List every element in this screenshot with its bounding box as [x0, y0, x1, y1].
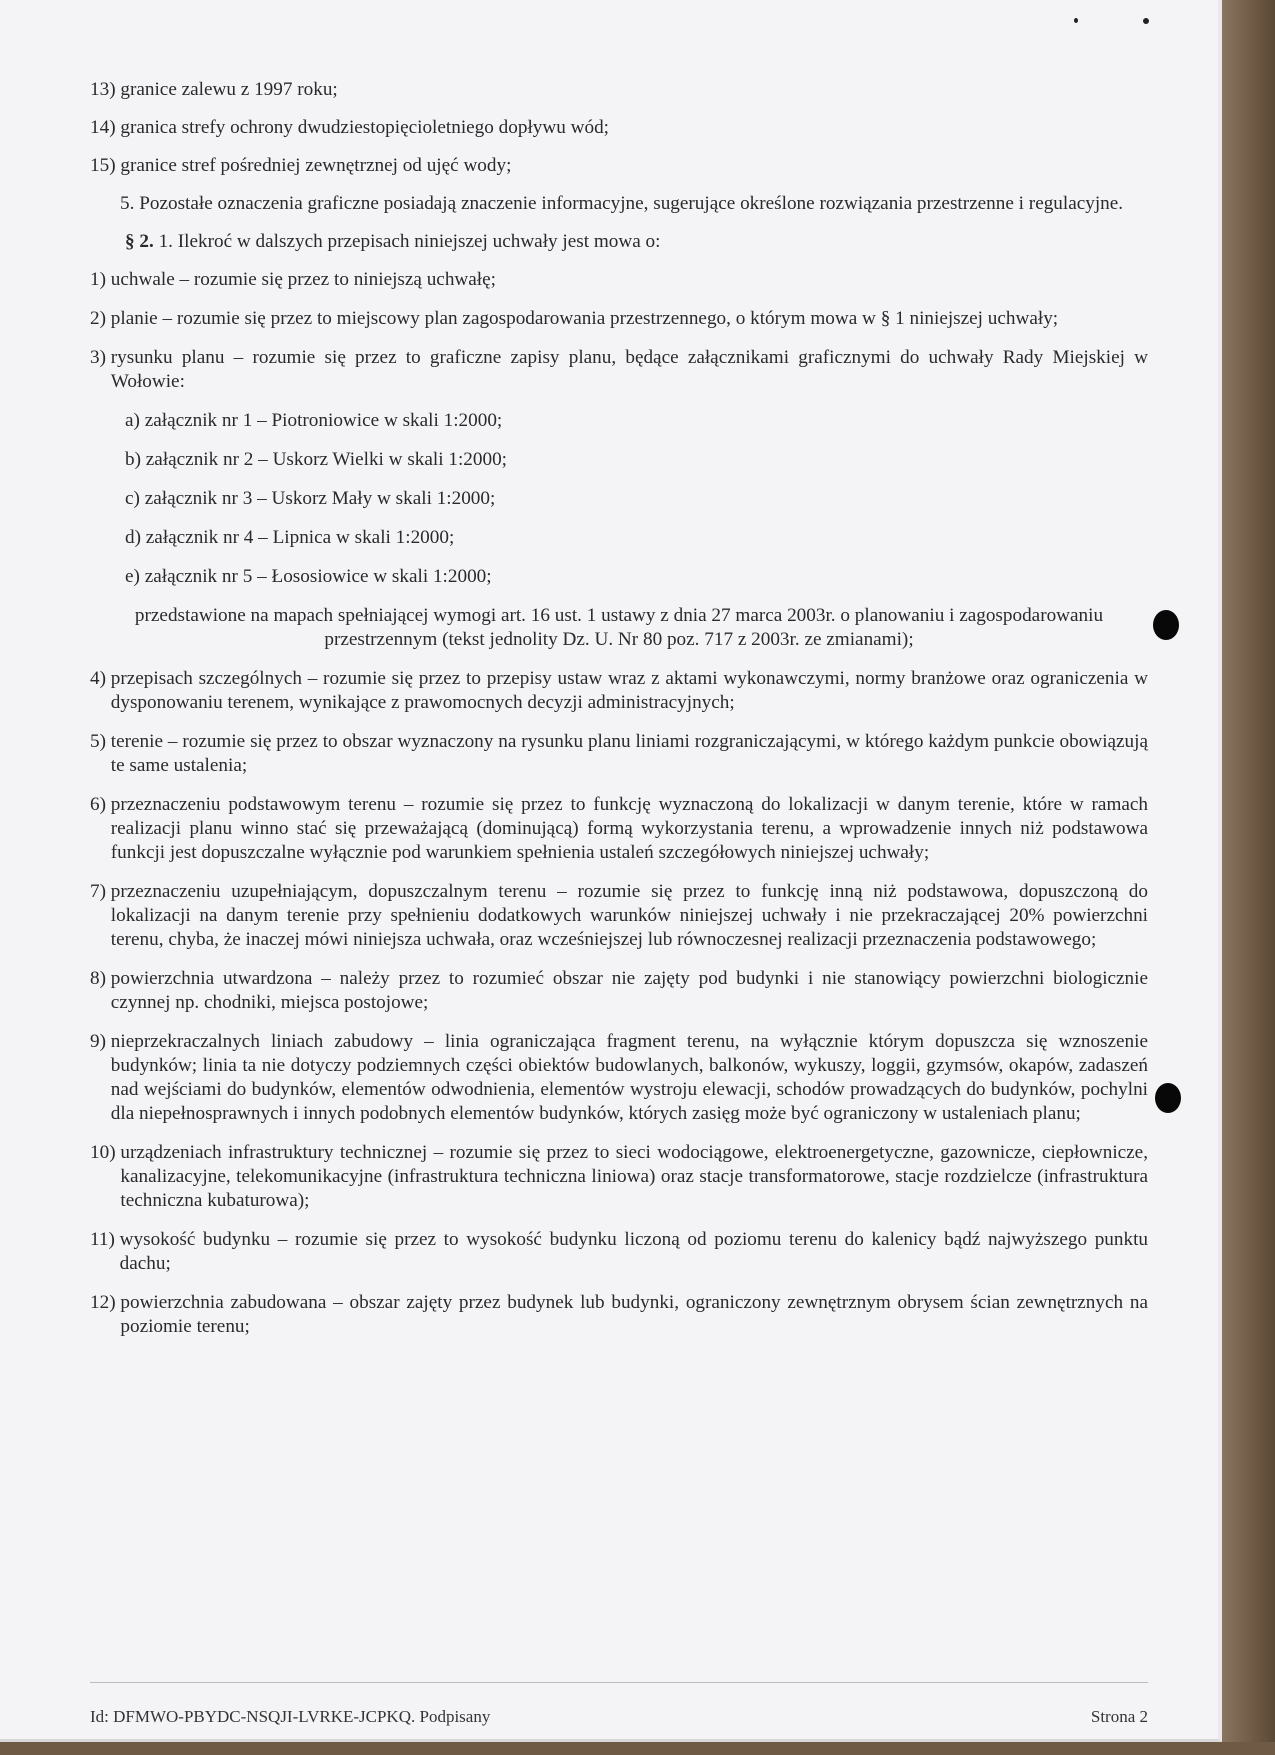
scan-background-bottom: [0, 1742, 1275, 1755]
list-item: 15) granice stref pośredniej zewnętrznej od ujęć wody;: [90, 155, 512, 176]
item-number: 11): [90, 1229, 120, 1250]
punch-hole-icon: [1153, 610, 1179, 640]
item-text: rysunku planu – rozumie się przez to graficzne zapisy planu, będące załącznikami graficznymi do uchwały Rady Miejskiej w Wołowie:: [110, 347, 1148, 392]
list-item: [90, 1228, 1148, 1276]
section-heading: [90, 230, 1148, 254]
sub-list-item: e) załącznik nr 5 – Łososiowice w skali 1:2000;: [125, 566, 492, 587]
item-text: terenie – rozumie się przez to obszar wyznaczony na rysunku planu liniami rozgraniczającymi, w którego każdym punkcie obowiązują te same ustalenia;: [110, 731, 1148, 776]
list-item: [90, 730, 1148, 778]
punch-hole-icon: [1155, 1083, 1181, 1113]
item-number: 9): [90, 1031, 111, 1052]
list-item: [90, 1030, 1148, 1126]
item-number: 12): [90, 1292, 121, 1313]
maps-note: przedstawione na mapach spełniającej wymogi art. 16 ust. 1 ustawy z dnia 27 marca 2003r. o planowaniu i zagospodarowaniu przestrzennym (tekst jednolity Dz. U. Nr 80 poz. 717 z 2003r. ze zmianami);: [134, 605, 1104, 650]
item-number: 3): [90, 347, 111, 368]
document-id: Id: DFMWO-PBYDC-NSQJI-LVRKE-JCPKQ. Podpisany: [90, 1707, 491, 1726]
sub-list-item: b) załącznik nr 2 – Uskorz Wielki w skali 1:2000;: [125, 449, 507, 470]
item-text: urządzeniach infrastruktury technicznej – rozumie się przez to sieci wodociągowe, elektroenergetyczne, gazownicze, ciepłownicze, kanalizacyjne, telekomunikacyjne (infrastruktura techniczna liniowa) oraz stacje transformatorowe, stacje rozdzielcze (infrastruktura techniczna kubaturowa);: [120, 1142, 1148, 1211]
list-item: [90, 967, 1148, 1015]
paragraph-5: 5. Pozostałe oznaczenia graficzne posiadają znaczenie informacyjne, sugerujące określone rozwiązania przestrzenne i regulacyjne.: [120, 193, 1124, 214]
item-text: przeznaczeniu podstawowym terenu – rozumie się przez to funkcję wyznaczoną do lokalizacji w danym terenie, które w ramach realizacji planu winno stać się przeważającą (dominującą) formą wykorzystania terenu, a wprowadzenie innych niż podstawowa funkcji jest dopuszczalne wyłącznie pod warunkiem spełnienia ustaleń szczegółowych niniejszej uchwały;: [110, 794, 1148, 863]
item-text: nieprzekraczalnych liniach zabudowy – linia ograniczająca fragment terenu, na wyłącznie którym dopuszcza się wznoszenie budynków; linia ta nie dotyczy podziemnych części obiektów budowlanych, balkonów, wykuszy, loggii, gzymsów, okapów, zadaszeń nad wejściami do budynków, elementów odwodnienia, elementów wystroju elewacji, schodów prowadzących do budynków, pochylni dla niepełnosprawnych i innych podobnych elementów budynków, których zasięg może być ograniczony w ustaleniach planu;: [110, 1031, 1148, 1124]
item-text: powierzchnia utwardzona – należy przez to rozumieć obszar nie zajęty pod budynki i nie stanowiący powierzchni biologicznie czynnej np. chodniki, miejsca postojowe;: [110, 968, 1148, 1013]
item-number: 8): [90, 968, 111, 989]
list-item: [90, 346, 1148, 394]
item-number: 4): [90, 668, 111, 689]
item-text: powierzchnia zabudowana – obszar zajęty przez budynek lub budynki, ograniczony zewnętrznym obrysem ścian zewnętrznych na poziomie terenu;: [120, 1292, 1148, 1337]
list-item: [90, 667, 1148, 715]
list-item: [90, 880, 1148, 952]
sub-list-item: a) załącznik nr 1 – Piotroniowice w skali 1:2000;: [125, 410, 503, 431]
item-number: 7): [90, 881, 111, 902]
section-symbol: § 2.: [125, 231, 154, 252]
item-number: 10): [90, 1142, 121, 1163]
scan-speck: [1074, 18, 1078, 23]
item-text: wysokość budynku – rozumie się przez to wysokość budynku liczoną od poziomu terenu do kalenicy bądź najwyższego punktu dachu;: [119, 1229, 1148, 1274]
scan-background-edge: [1222, 0, 1275, 1755]
item-text: planie – rozumie się przez to miejscowy plan zagospodarowania przestrzennego, o którym mowa w § 1 niniejszej uchwały;: [110, 308, 1059, 329]
item-text: uchwale – rozumie się przez to niniejszą uchwałę;: [110, 269, 496, 290]
sub-list-item: d) załącznik nr 4 – Lipnica w skali 1:2000;: [125, 527, 455, 548]
scan-speck: [1143, 18, 1149, 24]
item-number: 1): [90, 269, 111, 290]
list-item: 14) granica strefy ochrony dwudziestopięcioletniego dopływu wód;: [90, 117, 609, 138]
document-body: [90, 78, 1148, 1354]
list-item: [90, 1291, 1148, 1339]
item-number: 5): [90, 731, 111, 752]
list-item: [90, 307, 1148, 331]
list-item: [90, 793, 1148, 865]
item-text: przepisach szczególnych – rozumie się przez to przepisy ustaw wraz z aktami wykonawczymi, normy branżowe oraz ograniczenia w dysponowaniu terenem, wynikające z prawomocnych decyzji administracyjnych;: [110, 668, 1148, 713]
list-item: 13) granice zalewu z 1997 roku;: [90, 79, 338, 100]
section-intro: 1. Ilekroć w dalszych przepisach niniejszej uchwały jest mowa o:: [153, 231, 661, 252]
list-item: [90, 268, 1148, 292]
item-text: przeznaczeniu uzupełniającym, dopuszczalnym terenu – rozumie się przez to funkcję inną niż podstawowa, dopuszczoną do lokalizacji na danym terenie przy spełnieniu dodatkowych warunków niniejszej uchwały i nie przekraczającej 20% powierzchni terenu, chyba, że inaczej mówi niniejsza uchwała, oraz wcześniejszej lub równoczesnej realizacji przeznaczenia podstawowego;: [110, 881, 1148, 950]
item-number: 2): [90, 308, 111, 329]
page-number: Strona 2: [1090, 1707, 1148, 1726]
item-number: 6): [90, 794, 111, 815]
sub-list-item: c) załącznik nr 3 – Uskorz Mały w skali 1:2000;: [125, 488, 496, 509]
list-item: [90, 1141, 1148, 1213]
page-footer: [90, 1682, 1148, 1727]
